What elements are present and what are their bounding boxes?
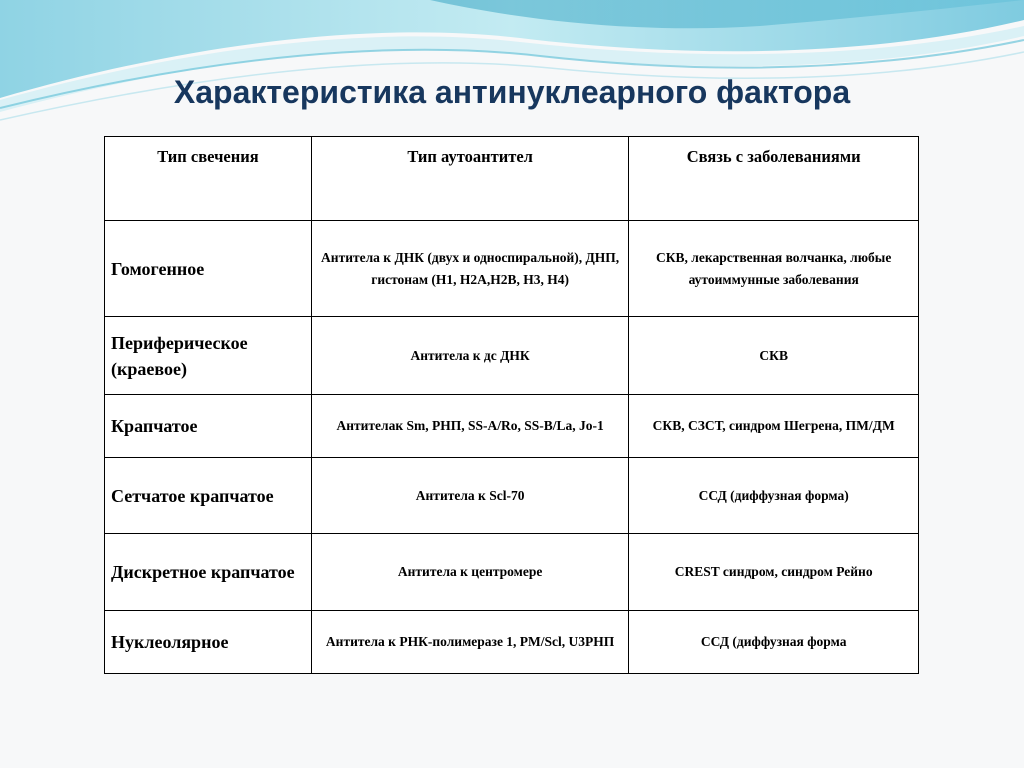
antibodies-cell: Антителак Sm, РНП, SS-A/Ro, SS-B/La, Jo-1 (311, 395, 629, 458)
antibodies-cell: Антитела к дс ДНК (311, 317, 629, 395)
glow-type-cell: Гомогенное (105, 221, 312, 317)
glow-type-cell: Дискретное крапчатое (105, 534, 312, 611)
glow-type-cell: Периферическое (краевое) (105, 317, 312, 395)
diseases-cell: ССД (диффузная форма) (629, 458, 919, 534)
antibodies-cell: Антитела к РНК-полимеразе 1, PM/Scl, U3РНП (311, 611, 629, 674)
glow-type-cell: Сетчатое крапчатое (105, 458, 312, 534)
header-autoantibody-type: Тип аутоантител (311, 137, 629, 221)
header-glow-type: Тип свечения (105, 137, 312, 221)
table-row (105, 611, 919, 674)
table-header-row (105, 137, 919, 221)
antibodies-cell: Антитела к ДНК (двух и односпиральной), ДНП, гистонам (Н1, Н2А,Н2В, Н3, Н4) (311, 221, 629, 317)
glow-type-cell: Крапчатое (105, 395, 312, 458)
slide-title: Характеристика антинуклеарного фактора (173, 74, 851, 110)
antibodies-cell: Антитела к Scl-70 (311, 458, 629, 534)
header-disease-association: Связь с заболеваниями (629, 137, 919, 221)
diseases-cell: CREST синдром, синдром Рейно (629, 534, 919, 611)
glow-type-cell: Нуклеолярное (105, 611, 312, 674)
table-row (105, 221, 919, 317)
antibodies-cell: Антитела к центромере (311, 534, 629, 611)
table-row (105, 458, 919, 534)
diseases-cell: СКВ, СЗСТ, синдром Шегрена, ПМ/ДМ (629, 395, 919, 458)
ana-characteristics-table (104, 136, 919, 674)
table-row (105, 317, 919, 395)
diseases-cell: ССД (диффузная форма (629, 611, 919, 674)
diseases-cell: СКВ, лекарственная волчанка, любые аутоиммунные заболевания (629, 221, 919, 317)
diseases-cell: СКВ (629, 317, 919, 395)
table-row (105, 395, 919, 458)
table-row (105, 534, 919, 611)
